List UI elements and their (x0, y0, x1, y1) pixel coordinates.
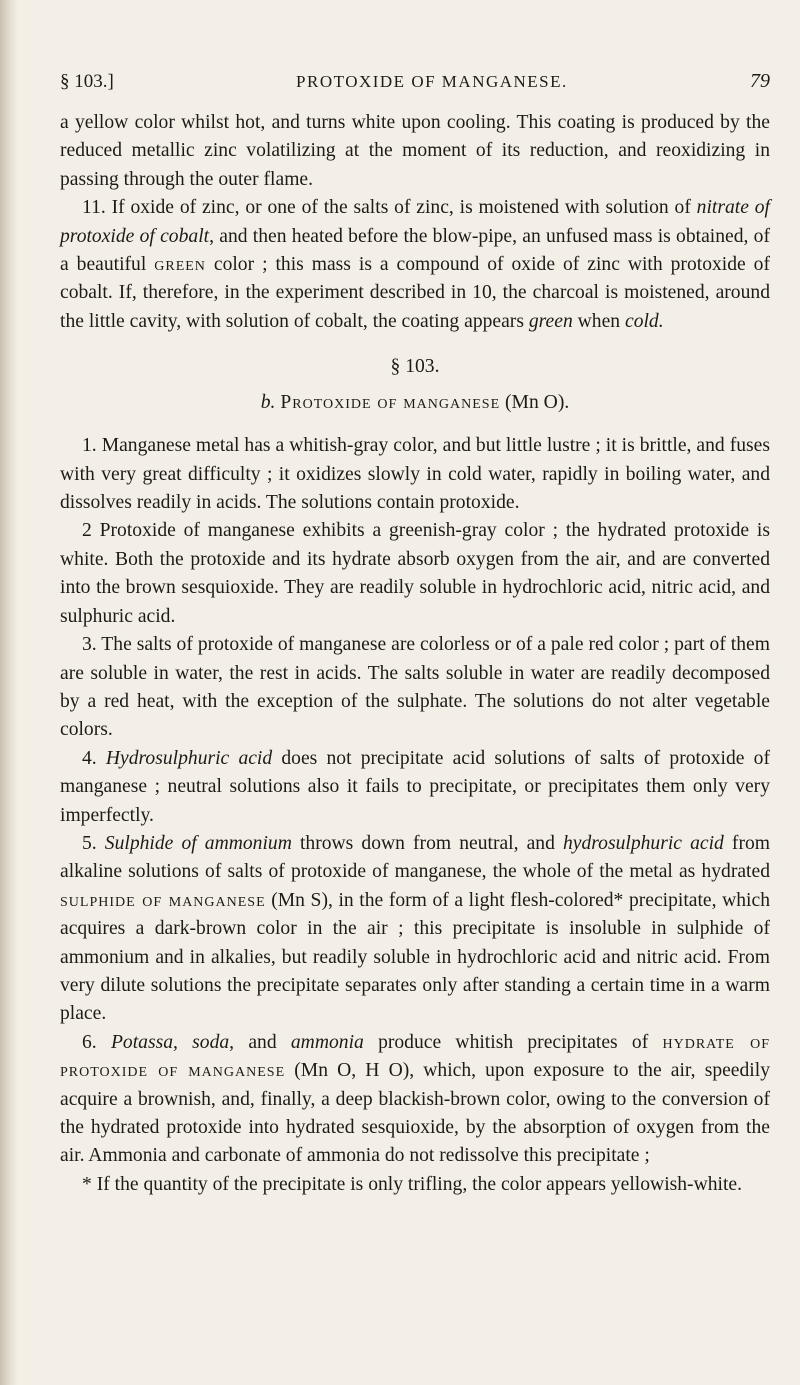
page-edge-shadow (0, 0, 18, 1385)
paragraph-4: 4. Hydrosulphuric acid does not precipitate acid solutions of salts of protoxide of manganese ; neutral solutions also it fails to precipitate, or precipitates them only very imperfectly. (60, 747, 771, 826)
section-number: § 103. (390, 356, 440, 378)
paragraph-1: 1. Manganese metal has a whitish-gray color, and but little lustre ; it is brittle, and fuses with very great difficulty ; it oxidizes slowly in cold water, rapidly in boiling water, and dissolves readily in acids. The solutions contain protoxide. (60, 435, 770, 514)
page-body (60, 109, 770, 1199)
section-title: b. Protoxide of manganese (Mn O). (260, 392, 570, 414)
page-number: 79 (750, 70, 770, 92)
paragraph-2: 2 Protoxide of manganese exhibits a greenish-gray color ; the hydrated protoxide is white. Both the protoxide and its hydrate absorb oxygen from the air, and are converted into the brown sesquioxide. They are readily soluble in hydrochloric acid, nitric acid, and sulphuric acid. (60, 520, 770, 627)
paragraph-continued: a yellow color whilst hot, and turns white upon cooling. This coating is produced by the reduced metallic zinc volatilizing at the moment of its reduction, and reoxidizing in passing through the outer flame. (60, 112, 770, 190)
header-section: § 103.] (60, 71, 114, 92)
running-header (60, 70, 770, 93)
paragraph-6: 6. Potassa, soda, and ammonia produce whitish precipitates of hydrate of protoxide of manganese (Mn O, H O), which, upon exposure to the air, speedily acquire a brownish, and, finally, a deep blackish-brown color, owing to the conversion of the hydrated protoxide into hydrated sesquioxide, by the absorption of oxygen from the air. Ammonia and carbonate of ammonia do not redissolve this precipitate ; (60, 1031, 770, 1167)
paragraph-3: 3. The salts of protoxide of manganese are colorless or of a pale red color ; part of them are soluble in water, the rest in acids. The salts soluble in water are readily decomposed by a red heat, with the exception of the sulphate. The solutions do not alter vegetable colors. (60, 634, 770, 741)
header-title: PROTOXIDE OF MANGANESE. (296, 72, 568, 91)
footnote: * If the quantity of the precipitate is only trifling, the color appears yellowish-white. (82, 1173, 743, 1195)
paragraph-11: 11. If oxide of zinc, or one of the salts of zinc, is moistened with solution of nitrate of protoxide of cobalt, and then heated before the blow-pipe, an unfused mass is obtained, of a beautiful green color ; this mass is a compound of oxide of zinc with protoxide of cobalt. If, therefore, in the experiment described in 10, the charcoal is moistened, around the little cavity, with solution of cobalt, the coating appears green when cold. (60, 197, 770, 332)
book-page (60, 70, 770, 1199)
paragraph-5: 5. Sulphide of ammonium throws down from neutral, and hydrosulphuric acid from alkaline solutions of salts of protoxide of manganese, the whole of the metal as hydrated sulphide of manganese (Mn S), in the form of a light flesh-colored* precipitate, which acquires a dark-brown color in the air ; this precipitate is insoluble in sulphide of ammonium and in alkalies, but readily soluble in hydrochloric acid and nitric acid. From very dilute solutions the precipitate separates only after standing a certain time in a warm place. (60, 832, 771, 1025)
